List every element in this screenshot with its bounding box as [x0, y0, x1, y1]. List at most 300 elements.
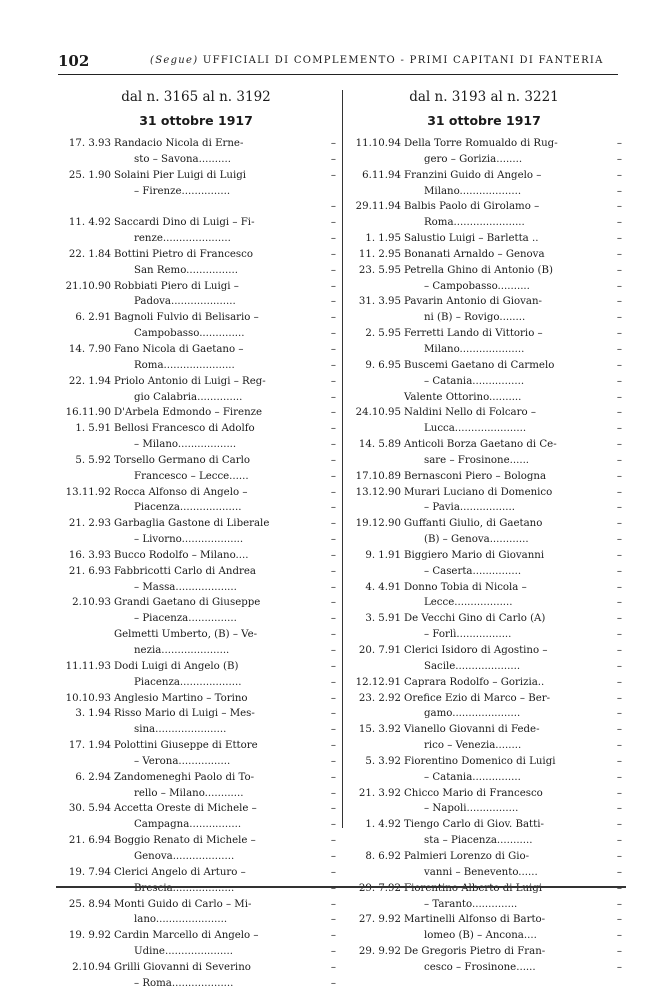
rank-date: 1. 5.91 [75, 423, 111, 435]
entry-text: nezia..................... [134, 645, 230, 656]
entry-line [346, 897, 622, 913]
entry-line [56, 881, 336, 897]
entry-list [56, 136, 336, 992]
entry-line [346, 437, 622, 453]
officer-entry [56, 279, 336, 311]
entry-text: – Forlì................. [424, 629, 512, 641]
leader-dash: – [616, 787, 622, 799]
leader-dash: – [330, 803, 336, 815]
leader-dash: – [330, 850, 336, 862]
leader-dash: – [616, 771, 622, 783]
entry-text: Grilli Giovanni di Severino [114, 961, 251, 973]
entry-text: renze..................... [134, 233, 231, 245]
entry-text: Fiorentino Domenico di Luigi [404, 755, 556, 767]
rank-date: 9. 1.91 [365, 549, 401, 561]
entry-line [346, 944, 622, 960]
leader-dash: – [330, 961, 336, 973]
rank-date: 30. 5.94 [68, 803, 111, 815]
entry-text: Chicco Mario di Francesco [404, 787, 543, 799]
column-divider [342, 90, 343, 828]
officer-entry [56, 168, 336, 216]
bottom-rule [56, 886, 626, 888]
entry-text: Caprara Rodolfo – Gorizia.. [404, 676, 545, 688]
entry-line [56, 532, 336, 548]
entry-line [56, 611, 336, 627]
leader-dash: – [330, 439, 336, 451]
entry-text [56, 201, 134, 212]
entry-text: Franzini Guido di Angelo – [404, 169, 542, 181]
leader-dash: – [616, 328, 622, 340]
entry-line [346, 659, 622, 675]
entry-text: Campagna................ [134, 819, 242, 831]
officer-entry [346, 469, 622, 485]
rank-date: 29. 7.92 [358, 882, 401, 894]
officer-entry [346, 390, 622, 406]
entry-text: Genova................... [134, 850, 235, 862]
leader-dash: – [330, 835, 336, 847]
leader-dash: – [616, 565, 622, 577]
officer-entry [56, 960, 336, 992]
entry-text: Roma...................... [134, 359, 235, 371]
leader-dash: – [330, 423, 336, 435]
officer-entry [56, 374, 336, 406]
entry-line [346, 326, 622, 342]
officer-entry [56, 564, 336, 596]
leader-dash: – [330, 534, 336, 546]
entry-line [346, 912, 622, 928]
officer-entry [56, 405, 336, 421]
leader-dash: – [330, 930, 336, 942]
leader-dash: – [616, 914, 622, 926]
rank-date: 5. 3.92 [365, 755, 401, 767]
entry-line [56, 865, 336, 881]
leader-dash: – [330, 882, 336, 894]
entry-line [56, 405, 336, 421]
entry-text: gero – Gorizia........ [424, 153, 523, 165]
entry-line [56, 754, 336, 770]
entry-line [56, 627, 336, 643]
leader-dash: – [616, 549, 622, 561]
entry-text: Fiorentino Alberto di Luigi [404, 882, 543, 894]
officer-entry [56, 595, 336, 627]
entry-line [56, 500, 336, 516]
rank-date: 11. 4.92 [68, 217, 111, 229]
rank-date: 16. 3.93 [68, 549, 111, 561]
entry-text: Bottini Pietro di Francesco [114, 248, 253, 260]
entry-text: Anticoli Borza Gaetano di Ce- [404, 439, 557, 451]
entry-line [346, 627, 622, 643]
entry-text: Sacile.................... [424, 660, 521, 672]
entry-text: – Firenze............... [134, 185, 231, 197]
rank-date: 11. 2.95 [358, 248, 401, 260]
entry-line [346, 358, 622, 374]
entry-line [56, 691, 336, 707]
leader-dash: – [616, 138, 622, 149]
entry-text: (B) – Genova............ [424, 534, 529, 546]
leader-dash: – [330, 169, 336, 181]
entry-line [56, 152, 336, 168]
leader-dash: – [330, 470, 336, 482]
entry-text: Brescia................... [134, 882, 235, 894]
rank-date: 6.11.94 [362, 169, 401, 181]
rank-date: 14. 7.90 [68, 343, 111, 355]
entry-text: – Catania................ [424, 375, 525, 387]
entry-text: Padova.................... [134, 296, 236, 308]
leader-dash: – [330, 248, 336, 260]
entry-line [346, 469, 622, 485]
leader-dash: – [330, 296, 336, 308]
entry-text: cesco – Frosinone...... [424, 961, 536, 973]
officer-entry [346, 136, 622, 168]
leader-dash: – [330, 153, 336, 165]
entry-text: Accetta Oreste di Michele – [114, 803, 257, 815]
rank-date: 21. 6.94 [68, 835, 111, 847]
officer-entry [56, 247, 336, 279]
rank-date: 2. 5.95 [365, 328, 401, 340]
rank-date: 3. 5.91 [365, 613, 401, 625]
officer-entry [56, 897, 336, 929]
leader-dash: – [330, 328, 336, 340]
officer-entry [56, 706, 336, 738]
entry-line [56, 960, 336, 976]
rank-date: 29.11.94 [355, 201, 401, 213]
rank-date: 9. 6.95 [365, 359, 401, 371]
leader-dash: – [616, 882, 622, 894]
entry-line [56, 199, 336, 215]
entry-text: Palmieri Lorenzo di Gio- [404, 850, 530, 862]
entry-text: – Roma................... [134, 977, 234, 989]
rank-date: 16.11.90 [65, 407, 111, 419]
rank-date: 1. 4.92 [365, 819, 401, 831]
entry-text: – Pavia................. [424, 502, 515, 514]
officer-entry [56, 627, 336, 659]
entry-text: Martinelli Alfonso di Barto- [404, 914, 546, 926]
leader-dash: – [330, 787, 336, 799]
leader-dash: – [616, 819, 622, 831]
officer-entry [56, 659, 336, 691]
entry-line [56, 706, 336, 722]
entry-line [56, 786, 336, 802]
entry-text: gio Calabria.............. [134, 391, 243, 403]
running-title-text: UFFICIALI DI COMPLEMENTO - PRIMI CAPITANI DI FANTERIA [202, 55, 604, 66]
entry-line [56, 564, 336, 580]
entry-text: Garbaglia Gastone di Liberale [114, 518, 270, 530]
entry-text: Pavarin Antonio di Giovan- [404, 296, 542, 308]
leader-dash: – [330, 946, 336, 958]
leader-dash: – [330, 233, 336, 245]
rank-date: 23. 2.92 [358, 692, 401, 704]
entry-line [56, 390, 336, 406]
entry-text: – Massa................... [134, 581, 237, 593]
leader-dash: – [330, 312, 336, 324]
rank-date: 25. 8.94 [68, 898, 111, 910]
officer-entry [56, 453, 336, 485]
leader-dash: – [330, 391, 336, 403]
entry-text: Balbis Paolo di Girolamo – [404, 201, 540, 213]
entry-line [346, 849, 622, 865]
entry-line [346, 833, 622, 849]
entry-line [56, 358, 336, 374]
leader-dash: – [616, 740, 622, 752]
entry-text: Roma...................... [424, 217, 525, 229]
entry-text: – Caserta............... [424, 565, 522, 577]
entry-line [346, 136, 622, 152]
rank-date: 3. 1.94 [75, 708, 111, 720]
leader-dash: – [616, 264, 622, 276]
officer-entry [56, 801, 336, 833]
entry-line [56, 168, 336, 184]
rank-date: 20. 7.91 [358, 645, 401, 656]
entry-text: Polottini Giuseppe di Ettore [114, 740, 258, 752]
entry-text: vanni – Benevento...... [424, 866, 538, 878]
rank-date: 24.10.95 [355, 407, 401, 419]
leader-dash: – [616, 597, 622, 609]
entry-text: Piacenza................... [134, 676, 242, 688]
officer-entry [346, 786, 622, 818]
entry-line [56, 279, 336, 295]
leader-dash: – [616, 534, 622, 546]
leader-dash: – [616, 375, 622, 387]
entry-text: Dodi Luigi di Angelo (B) [114, 660, 239, 672]
officer-entry [346, 516, 622, 548]
entry-text: Cardin Marcello di Angelo – [114, 930, 259, 942]
leader-dash: – [330, 819, 336, 831]
leader-dash: – [616, 961, 622, 973]
leader-dash: – [616, 201, 622, 213]
entry-text: lomeo (B) – Ancona.... [424, 930, 537, 942]
entry-text: Monti Guido di Carlo – Mi- [114, 898, 252, 910]
leader-dash: – [330, 343, 336, 355]
leader-dash: – [616, 708, 622, 720]
leader-dash: – [616, 850, 622, 862]
leader-dash: – [616, 930, 622, 942]
rank-date: 6. 2.91 [75, 312, 111, 324]
entry-line [346, 817, 622, 833]
entry-line [56, 548, 336, 564]
rank-date: 17.10.89 [355, 470, 401, 482]
entry-line [56, 421, 336, 437]
entry-line [56, 453, 336, 469]
entry-text: Ferretti Lando di Vittorio – [404, 328, 543, 340]
rank-date: 22. 1.94 [68, 375, 111, 387]
entry-line [56, 469, 336, 485]
officer-entry [346, 437, 622, 469]
entry-line [346, 738, 622, 754]
officer-entry [346, 294, 622, 326]
leader-dash: – [330, 280, 336, 292]
entry-text: – Verona................ [134, 755, 231, 767]
rank-date: 17. 1.94 [68, 740, 111, 752]
leader-dash: – [616, 153, 622, 165]
officer-entry [346, 722, 622, 754]
entry-text: Milano................... [424, 185, 522, 197]
entry-text: Bernasconi Piero – Bologna [404, 470, 547, 482]
entry-text: Tiengo Carlo di Giov. Batti- [404, 819, 544, 831]
entry-text: ni (B) – Rovigo........ [424, 312, 526, 324]
rank-date: 21. 3.92 [358, 787, 401, 799]
entry-line [346, 390, 622, 406]
leader-dash: – [616, 169, 622, 181]
entry-line [346, 675, 622, 691]
rank-date: 12.12.91 [355, 676, 401, 688]
leader-dash: – [330, 581, 336, 593]
officer-entry [346, 548, 622, 580]
officer-entry [346, 263, 622, 295]
leader-dash: – [616, 185, 622, 197]
entry-text: – Livorno................... [134, 534, 244, 546]
rank-date: 31. 3.95 [358, 296, 401, 308]
entry-line [346, 801, 622, 817]
entry-text: Bagnoli Fulvio di Belisario – [114, 312, 259, 324]
date-heading: 31 ottobre 1917 [427, 113, 541, 128]
entry-line [346, 595, 622, 611]
leader-dash: – [330, 914, 336, 926]
entry-text: Bonanati Arnaldo – Genova [404, 248, 545, 260]
entry-text: Zandomeneghi Paolo di To- [114, 771, 255, 783]
entry-text: Clerici Isidoro di Agostino – [404, 645, 548, 656]
leader-dash: – [330, 740, 336, 752]
leader-dash: – [616, 486, 622, 498]
officer-entry [346, 168, 622, 200]
entry-line [346, 231, 622, 247]
entry-line [56, 976, 336, 992]
rank-date: 25. 1.90 [68, 169, 111, 181]
entry-line [56, 342, 336, 358]
entry-line [346, 215, 622, 231]
rank-date: 27. 9.92 [358, 914, 401, 926]
officer-entry [56, 342, 336, 374]
leader-dash: – [616, 581, 622, 593]
entry-text: Gelmetti Umberto, (B) – Ve- [114, 629, 258, 641]
rank-date: 21. 6.93 [68, 565, 111, 577]
entry-line [56, 326, 336, 342]
entry-text: Torsello Germano di Carlo [114, 454, 251, 466]
officer-entry [56, 928, 336, 960]
entry-text: – Catania............... [424, 771, 521, 783]
leader-dash: – [616, 946, 622, 958]
entry-line [346, 611, 622, 627]
leader-dash: – [616, 803, 622, 815]
entry-text: Fano Nicola di Gaetano – [114, 343, 244, 355]
leader-dash: – [616, 898, 622, 910]
entry-text: Lucca...................... [424, 423, 527, 435]
header-rule [58, 74, 618, 75]
entry-text: – Napoli................ [424, 803, 519, 815]
entry-line [56, 738, 336, 754]
entry-line [346, 184, 622, 200]
officer-entry [56, 738, 336, 770]
entry-line [56, 485, 336, 501]
officer-entry [346, 817, 622, 849]
entry-line [56, 675, 336, 691]
leader-dash: – [616, 645, 622, 656]
officer-entry [346, 199, 622, 231]
leader-dash: – [616, 233, 622, 245]
officer-entry [346, 405, 622, 437]
entry-text: Salustio Luigi – Barletta .. [404, 233, 539, 245]
entry-text: Risso Mario di Luigi – Mes- [114, 708, 255, 720]
entry-line [56, 294, 336, 310]
entry-text: rico – Venezia........ [424, 740, 522, 752]
leader-dash: – [330, 138, 336, 149]
running-title-prefix: (Segue) [150, 55, 199, 66]
entry-line [346, 960, 622, 976]
officer-entry [346, 849, 622, 881]
leader-dash: – [616, 866, 622, 878]
leader-dash: – [616, 518, 622, 530]
date-heading: 31 ottobre 1917 [139, 113, 253, 128]
leader-dash: – [616, 280, 622, 292]
officer-entry [346, 358, 622, 390]
officer-entry [56, 310, 336, 342]
entry-text: Campobasso.............. [134, 328, 245, 340]
rank-date: 2.10.93 [72, 597, 111, 609]
officer-entry [346, 754, 622, 786]
rank-date: 5. 5.92 [75, 454, 111, 466]
leader-dash: – [616, 359, 622, 371]
entry-line [56, 374, 336, 390]
entry-line [56, 247, 336, 263]
entry-line [346, 722, 622, 738]
entry-text: Bucco Rodolfo – Milano.... [114, 549, 249, 561]
entry-line [56, 580, 336, 596]
rank-date: 22. 1.84 [68, 248, 111, 260]
entry-text: Naldini Nello di Folcaro – [404, 407, 536, 419]
leader-dash: – [616, 391, 622, 403]
entry-text: Clerici Angelo di Arturo – [114, 866, 246, 878]
officer-entry [56, 865, 336, 897]
entry-line [56, 801, 336, 817]
officer-entry [56, 421, 336, 453]
entry-line [346, 168, 622, 184]
rank-date: 10.10.93 [65, 692, 111, 704]
rank-date: 19. 9.92 [68, 930, 111, 942]
rank-date: 6. 2.94 [75, 771, 111, 783]
entry-line [56, 659, 336, 675]
entry-line [56, 722, 336, 738]
entry-text: Piacenza................... [134, 502, 242, 514]
entry-line [346, 516, 622, 532]
entry-text: De Vecchi Gino di Carlo (A) [404, 613, 546, 625]
rank-date: 13.11.92 [65, 486, 111, 498]
entry-text: gamo..................... [424, 708, 521, 720]
leader-dash: – [330, 898, 336, 910]
leader-dash: – [616, 407, 622, 419]
entry-line [346, 928, 622, 944]
officer-entry [56, 770, 336, 802]
entry-line [56, 912, 336, 928]
entry-text: Murari Luciano di Domenico [404, 486, 553, 498]
leader-dash: – [616, 502, 622, 514]
leader-dash: – [616, 248, 622, 260]
entry-line [346, 279, 622, 295]
entry-text: – Piacenza............... [134, 613, 237, 625]
officer-entry [346, 944, 622, 976]
entry-line [56, 231, 336, 247]
entry-line [346, 405, 622, 421]
entry-line [56, 770, 336, 786]
page-number: 102 [58, 52, 90, 70]
entry-text: Milano.................... [424, 343, 525, 355]
entry-text: Petrella Ghino di Antonio (B) [404, 264, 553, 276]
leader-dash: – [616, 454, 622, 466]
entry-text: Buscemi Gaetano di Carmelo [404, 359, 555, 371]
rank-date: 2.10.94 [72, 961, 111, 973]
officer-entry [56, 833, 336, 865]
entry-line [56, 897, 336, 913]
officer-entry [346, 231, 622, 247]
entry-text: Vianello Giovanni di Fede- [404, 724, 540, 736]
